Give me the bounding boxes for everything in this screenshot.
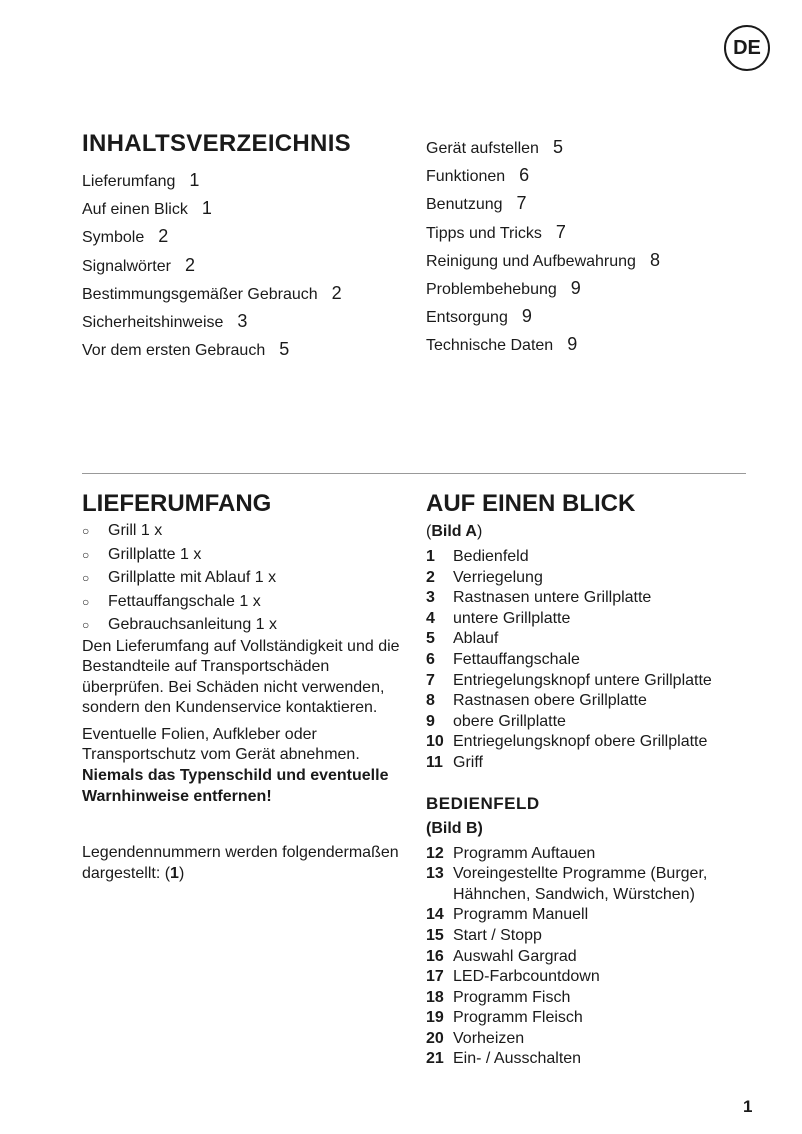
list-item-text: Gebrauchsanleitung 1 x (108, 616, 277, 633)
legend-text: untere Grillplatte (453, 609, 571, 627)
toc-entry-page: 5 (552, 137, 563, 157)
language-badge: DE (724, 25, 770, 71)
toc-entry-label: Bestimmungsgemäßer Gebrauch (82, 285, 318, 303)
toc-entry-page: 2 (158, 226, 169, 247)
toc-entry-page: 1 (189, 170, 200, 190)
legend-text: Rastnasen untere Grillplatte (453, 589, 652, 607)
legend-text: Entriegelungsknopf obere Grillplatte (453, 733, 708, 751)
toc-entry[interactable] (426, 189, 660, 217)
paren: ) (476, 523, 483, 540)
toc-entry[interactable] (426, 246, 660, 274)
list-item (82, 519, 407, 543)
toc-entry[interactable] (426, 161, 660, 189)
legend-item (426, 864, 746, 905)
divider (82, 473, 746, 474)
toc-entry[interactable] (426, 274, 660, 302)
toc-entry[interactable] (82, 166, 342, 194)
legend-number: 10 (426, 733, 444, 751)
legend-number: 13 (426, 865, 444, 883)
toc-entry[interactable] (82, 279, 342, 307)
legend-text: Ein- / Ausschalten (453, 1050, 582, 1068)
legend-item (426, 732, 746, 753)
legend-text: obere Grillplatte (453, 712, 566, 730)
legend-item (426, 1029, 746, 1050)
legend-text: Entriegelungsknopf untere Grillplatte (453, 671, 712, 689)
circle-bullet-icon: ○ (82, 618, 90, 632)
toc-right (426, 133, 660, 359)
circle-bullet-icon: ○ (82, 571, 90, 585)
toc-title: INHALTSVERZEICHNIS (82, 130, 351, 157)
legend-text: Ablauf (453, 630, 499, 648)
lieferumfang-section (82, 489, 407, 890)
legend-item (426, 926, 746, 947)
legend-number: 12 (426, 844, 444, 862)
list-item-text: Fettauffangschale 1 x (108, 592, 261, 610)
legend-number: 14 (426, 906, 444, 924)
toc-entry-label: Vor dem ersten Gebrauch (82, 342, 266, 360)
legend-note (82, 843, 407, 884)
toc-entry-page: 6 (519, 165, 530, 186)
legend-text: Verriegelung (453, 568, 543, 586)
legend-number: 17 (426, 968, 444, 986)
legend-number: 9 (426, 712, 435, 730)
legend-number: 4 (426, 609, 435, 627)
legend-number: 20 (426, 1029, 444, 1047)
legend-text: Bedienfeld (453, 548, 529, 565)
legend-text: Start / Stopp (453, 926, 542, 944)
toc-entry-page: 9 (567, 334, 578, 355)
legend-item (426, 568, 746, 589)
toc-entry-label: Reinigung und Aufbewahrung (426, 252, 636, 270)
check-paragraph: Den Lieferumfang auf Vollständigkeit und die Bestandteile auf Transportschäden überprüfen. Bei Schäden nicht verwenden, sondern den Kundenservice kontaktieren. (82, 637, 400, 717)
legend-note-text: Legendennummern werden folgendermaßen dargestellt: ( (82, 844, 399, 882)
legend-number: 1 (426, 548, 435, 565)
toc-entry-label: Technische Daten (426, 337, 554, 355)
legend-item (426, 547, 746, 568)
legend-item (426, 1008, 746, 1029)
legend-text: Programm Fleisch (453, 1009, 583, 1027)
toc-entry-page: 5 (279, 339, 290, 360)
legend-number: 6 (426, 650, 435, 668)
toc-entry[interactable] (426, 133, 660, 161)
figure-ref-b: (Bild B) (426, 819, 483, 837)
list-item-text: Grillplatte 1 x (108, 545, 202, 563)
toc-entry-label: Signalwörter (82, 257, 171, 275)
toc-entry-page: 9 (570, 277, 581, 298)
remove-paragraph: Eventuelle Folien, Aufkleber oder Transportschutz vom Gerät abnehmen. (82, 725, 360, 764)
legend-text: LED-Farbcountdown (453, 968, 600, 986)
lieferumfang-title: LIEFERUMFANG (82, 490, 272, 517)
legend-close: ) (178, 864, 185, 882)
legend-number: 2 (426, 568, 435, 586)
toc-entry[interactable] (426, 218, 660, 246)
toc-entry-label: Sicherheitshinweise (82, 313, 224, 331)
legend-item (426, 588, 746, 609)
legend-text: Programm Auftauen (453, 844, 596, 862)
legend-text: Griff (453, 753, 483, 771)
page-number: 1 (743, 1097, 753, 1116)
toc-entry-page: 9 (521, 306, 532, 327)
list-item (82, 566, 407, 590)
toc-left (82, 166, 342, 363)
warning-text: Niemals das Typenschild und eventuelle Warnhinweise entfernen! (82, 767, 389, 805)
legend-item (426, 671, 746, 692)
figure-ref-a (426, 521, 746, 543)
toc-entry-label: Entsorgung (426, 309, 508, 327)
legend-number: 7 (426, 671, 435, 689)
list-item-text: Grillplatte mit Ablauf 1 x (108, 569, 277, 586)
list-item (82, 590, 407, 614)
legend-item (426, 650, 746, 671)
toc-entry[interactable] (82, 251, 342, 279)
figure-label: Bild A (431, 523, 477, 540)
bedienfeld-title: BEDIENFELD (426, 793, 540, 813)
toc-entry-label: Auf einen Blick (82, 201, 188, 219)
legend-item (426, 629, 746, 650)
toc-entry-page: 7 (516, 193, 527, 214)
legend-number: 15 (426, 926, 444, 944)
toc-entry[interactable] (82, 222, 342, 250)
legend-item (426, 905, 746, 926)
toc-entry-label: Gerät aufstellen (426, 140, 539, 157)
toc-entry[interactable] (82, 335, 342, 363)
legend-item (426, 691, 746, 712)
legend-number: 11 (426, 753, 443, 771)
legend-number: 16 (426, 947, 444, 965)
legend-item (426, 712, 746, 733)
legend-text: Voreingestellte Programme (Burger, Hähnchen, Sandwich, Würstchen) (453, 865, 708, 903)
legend-number: 21 (426, 1050, 444, 1068)
legend-item (426, 753, 746, 774)
legend-number: 8 (426, 692, 435, 710)
toc-entry[interactable] (82, 194, 342, 222)
list-item-text: Grill 1 x (108, 522, 163, 539)
toc-entry-label: Benutzung (426, 196, 503, 214)
legend-number: 3 (426, 589, 435, 607)
toc-entry-page: 2 (331, 282, 342, 303)
auf-einen-blick-section (426, 489, 746, 1070)
toc-entry[interactable] (426, 302, 660, 330)
toc-entry[interactable] (82, 307, 342, 335)
legend-item (426, 947, 746, 968)
legend-number: 18 (426, 988, 444, 1006)
toc-entry[interactable] (426, 330, 660, 358)
toc-entry-label: Lieferumfang (82, 173, 176, 190)
legend-text: Fettauffangschale (453, 650, 580, 668)
auf-einen-blick-title: AUF EINEN BLICK (426, 490, 636, 517)
toc-entry-page: 7 (555, 221, 566, 242)
paren: ( (426, 523, 432, 540)
toc-entry-label: Problembehebung (426, 280, 557, 298)
toc-entry-label: Symbole (82, 229, 145, 247)
circle-bullet-icon: ○ (82, 524, 90, 538)
toc-entry-page: 2 (184, 254, 195, 275)
toc-entry-page: 3 (237, 310, 248, 331)
legend-item (426, 1049, 746, 1070)
legend-number: 19 (426, 1009, 444, 1027)
legend-text: Auswahl Gargrad (453, 947, 577, 965)
circle-bullet-icon: ○ (82, 547, 90, 562)
legend-text: Vorheizen (453, 1029, 525, 1047)
legend-example: 1 (170, 864, 179, 882)
toc-entry-page: 1 (201, 198, 212, 219)
list-item (82, 613, 407, 637)
toc-entry-label: Tipps und Tricks (426, 224, 542, 242)
legend-text: Rastnasen obere Grillplatte (453, 692, 647, 710)
legend-item (426, 988, 746, 1009)
list-item (82, 543, 407, 567)
legend-text: Programm Manuell (453, 906, 589, 924)
legend-item (426, 844, 746, 865)
toc-entry-label: Funktionen (426, 168, 506, 186)
toc-entry-page: 8 (649, 249, 660, 270)
legend-item (426, 609, 746, 630)
circle-bullet-icon: ○ (82, 594, 90, 609)
legend-number: 5 (426, 630, 435, 648)
legend-item (426, 967, 746, 988)
legend-text: Programm Fisch (453, 988, 571, 1006)
